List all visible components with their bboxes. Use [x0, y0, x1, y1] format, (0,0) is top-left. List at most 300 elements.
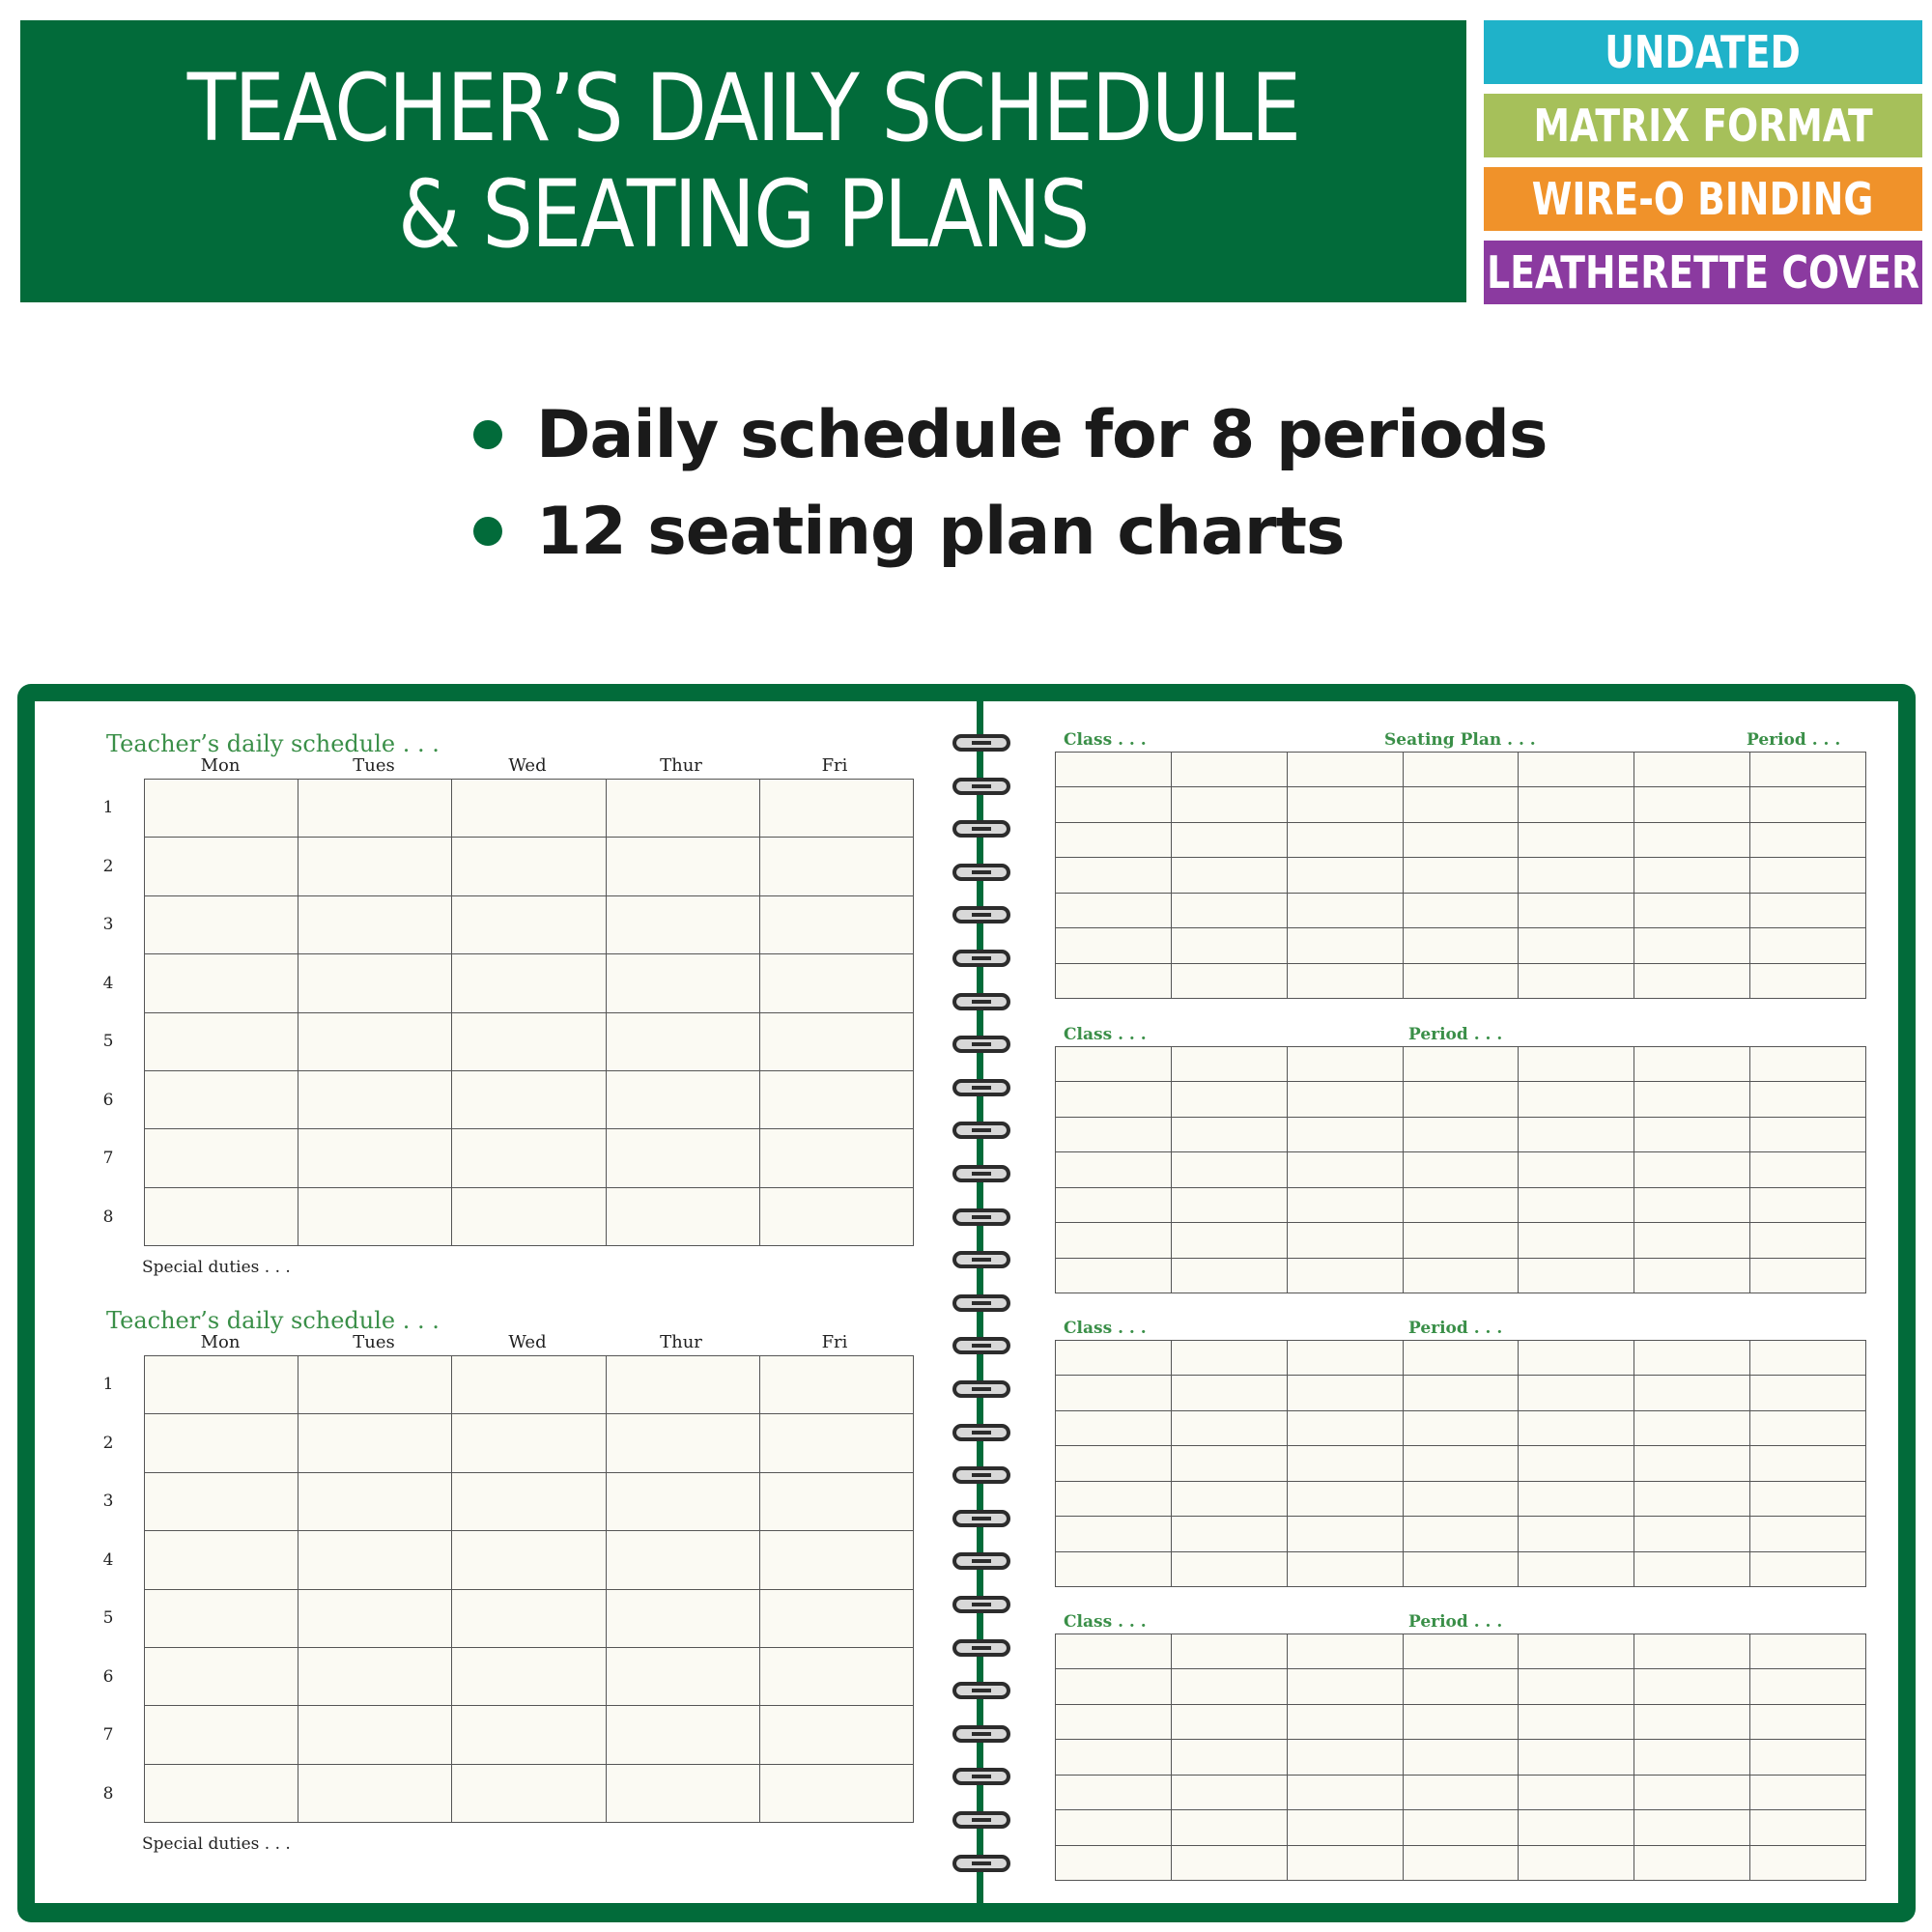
seat-cell[interactable]: [1750, 1152, 1866, 1187]
schedule-cell[interactable]: [607, 1129, 760, 1187]
binding-ring-icon: [952, 778, 1010, 795]
schedule-cell[interactable]: [452, 1765, 606, 1823]
seat-cell[interactable]: [1519, 1376, 1634, 1410]
seat-cell[interactable]: [1750, 1082, 1866, 1117]
seat-cell[interactable]: [1172, 753, 1288, 787]
schedule-cell[interactable]: [298, 1188, 452, 1246]
schedule-cell[interactable]: [607, 1013, 760, 1071]
schedule-cell[interactable]: [760, 1648, 914, 1706]
schedule-cell[interactable]: [760, 1414, 914, 1472]
seat-cell[interactable]: [1288, 1152, 1404, 1187]
schedule-cell[interactable]: [298, 1013, 452, 1071]
seat-cell[interactable]: [1519, 928, 1634, 963]
seat-cell[interactable]: [1172, 1517, 1288, 1551]
seat-cell[interactable]: [1056, 1376, 1172, 1410]
seat-cell[interactable]: [1634, 1776, 1750, 1810]
schedule-cell[interactable]: [298, 1356, 452, 1414]
seat-cell[interactable]: [1634, 1669, 1750, 1704]
schedule-cell[interactable]: [145, 1129, 298, 1187]
seat-cell[interactable]: [1288, 1669, 1404, 1704]
schedule-cell[interactable]: [452, 1188, 606, 1246]
schedule-cell[interactable]: [760, 1071, 914, 1129]
seat-cell[interactable]: [1404, 753, 1520, 787]
binding-ring-icon: [952, 1337, 1010, 1354]
seat-cell[interactable]: [1634, 823, 1750, 858]
seat-cell[interactable]: [1404, 1740, 1520, 1775]
schedule-cell[interactable]: [298, 1531, 452, 1589]
feature-item: [473, 483, 1344, 580]
schedule-cell[interactable]: [760, 896, 914, 954]
seat-cell[interactable]: [1519, 1259, 1634, 1293]
day-header: Tues: [353, 1332, 395, 1352]
seat-cell[interactable]: [1519, 787, 1634, 822]
seat-cell[interactable]: [1634, 753, 1750, 787]
schedule-cell[interactable]: [607, 1765, 760, 1823]
seat-cell[interactable]: [1519, 964, 1634, 999]
period-label: Period . . .: [1408, 1025, 1503, 1044]
seat-cell[interactable]: [1172, 1259, 1288, 1293]
seat-cell[interactable]: [1056, 928, 1172, 963]
schedule-cell[interactable]: [452, 780, 606, 838]
seat-cell[interactable]: [1750, 1810, 1866, 1845]
seat-cell[interactable]: [1288, 753, 1404, 787]
schedule-cell[interactable]: [607, 896, 760, 954]
schedule-cell[interactable]: [452, 1414, 606, 1472]
seat-cell[interactable]: [1056, 1705, 1172, 1740]
schedule-cell[interactable]: [452, 896, 606, 954]
seat-cell[interactable]: [1404, 823, 1520, 858]
seat-cell[interactable]: [1519, 1047, 1634, 1082]
seat-cell[interactable]: [1404, 1846, 1520, 1881]
seat-cell[interactable]: [1519, 823, 1634, 858]
schedule-cell[interactable]: [145, 1531, 298, 1589]
seat-cell[interactable]: [1404, 1341, 1520, 1376]
right-page: [983, 701, 1898, 1903]
seat-cell[interactable]: [1288, 1634, 1404, 1669]
seat-cell[interactable]: [1404, 1118, 1520, 1152]
seat-cell[interactable]: [1288, 1446, 1404, 1481]
seat-cell[interactable]: [1288, 1047, 1404, 1082]
schedule-cell[interactable]: [298, 896, 452, 954]
schedule-cell[interactable]: [452, 954, 606, 1012]
seat-cell[interactable]: [1750, 823, 1866, 858]
schedule-cell[interactable]: [145, 1706, 298, 1764]
seat-cell[interactable]: [1750, 1846, 1866, 1881]
seat-cell[interactable]: [1172, 1118, 1288, 1152]
seat-cell[interactable]: [1634, 1810, 1750, 1845]
seat-cell[interactable]: [1288, 1552, 1404, 1587]
seat-cell[interactable]: [1172, 1082, 1288, 1117]
seat-cell[interactable]: [1404, 1188, 1520, 1223]
seat-cell[interactable]: [1634, 1552, 1750, 1587]
seat-cell[interactable]: [1404, 1152, 1520, 1187]
seat-cell[interactable]: [1519, 1152, 1634, 1187]
schedule-cell[interactable]: [145, 1356, 298, 1414]
schedule-cell[interactable]: [760, 780, 914, 838]
schedule-cell[interactable]: [452, 1071, 606, 1129]
schedule-cell[interactable]: [298, 1706, 452, 1764]
seat-cell[interactable]: [1750, 787, 1866, 822]
seat-cell[interactable]: [1056, 787, 1172, 822]
seat-cell[interactable]: [1634, 1482, 1750, 1517]
seat-cell[interactable]: [1750, 1740, 1866, 1775]
seat-cell[interactable]: [1172, 1376, 1288, 1410]
schedule-cell[interactable]: [760, 1013, 914, 1071]
schedule-cell[interactable]: [145, 1071, 298, 1129]
schedule-cell[interactable]: [298, 1590, 452, 1648]
seat-cell[interactable]: [1056, 1341, 1172, 1376]
seat-cell[interactable]: [1634, 894, 1750, 928]
seat-cell[interactable]: [1634, 787, 1750, 822]
schedule-cell[interactable]: [760, 1531, 914, 1589]
seat-cell[interactable]: [1634, 1152, 1750, 1187]
seat-cell[interactable]: [1634, 1259, 1750, 1293]
title-line-1: TEACHER’S DAILY SCHEDULE: [186, 54, 1300, 162]
seat-cell[interactable]: [1288, 858, 1404, 893]
seat-cell[interactable]: [1288, 1082, 1404, 1117]
seat-cell[interactable]: [1404, 1411, 1520, 1446]
seat-cell[interactable]: [1288, 1517, 1404, 1551]
seat-cell[interactable]: [1288, 1740, 1404, 1775]
seat-cell[interactable]: [1288, 787, 1404, 822]
seat-cell[interactable]: [1288, 823, 1404, 858]
seat-cell[interactable]: [1056, 1188, 1172, 1223]
schedule-cell[interactable]: [145, 1590, 298, 1648]
period-number: 7: [102, 1149, 114, 1168]
seat-cell[interactable]: [1172, 1047, 1288, 1082]
seat-cell[interactable]: [1288, 1118, 1404, 1152]
seat-cell[interactable]: [1634, 964, 1750, 999]
schedule-cell[interactable]: [452, 838, 606, 895]
seat-cell[interactable]: [1519, 1082, 1634, 1117]
seat-cell[interactable]: [1519, 1846, 1634, 1881]
schedule-cell[interactable]: [298, 1473, 452, 1531]
bullet-icon: [473, 420, 502, 449]
schedule-cell[interactable]: [452, 1648, 606, 1706]
seat-cell[interactable]: [1172, 1740, 1288, 1775]
seat-cell[interactable]: [1056, 1223, 1172, 1258]
seat-cell[interactable]: [1519, 1776, 1634, 1810]
schedule-cell[interactable]: [452, 1356, 606, 1414]
seat-cell[interactable]: [1288, 1223, 1404, 1258]
period-number: 1: [102, 1375, 114, 1394]
seat-cell[interactable]: [1056, 894, 1172, 928]
schedule-cell[interactable]: [607, 1473, 760, 1531]
seat-cell[interactable]: [1750, 1517, 1866, 1551]
seat-cell[interactable]: [1750, 1634, 1866, 1669]
seat-cell[interactable]: [1056, 964, 1172, 999]
schedule-cell[interactable]: [298, 1765, 452, 1823]
seat-cell[interactable]: [1519, 1341, 1634, 1376]
seat-cell[interactable]: [1172, 1341, 1288, 1376]
seat-cell[interactable]: [1172, 1634, 1288, 1669]
schedule-cell[interactable]: [760, 954, 914, 1012]
seat-cell[interactable]: [1404, 928, 1520, 963]
binding-ring-icon: [952, 1122, 1010, 1139]
schedule-cell[interactable]: [145, 1765, 298, 1823]
seat-cell[interactable]: [1404, 1669, 1520, 1704]
seat-cell[interactable]: [1172, 823, 1288, 858]
seat-cell[interactable]: [1404, 1810, 1520, 1845]
seat-cell[interactable]: [1634, 858, 1750, 893]
period-number: 1: [102, 798, 114, 817]
schedule-cell[interactable]: [298, 954, 452, 1012]
schedule-cell[interactable]: [607, 1648, 760, 1706]
seat-cell[interactable]: [1404, 1517, 1520, 1551]
seat-cell[interactable]: [1519, 1810, 1634, 1845]
seat-cell[interactable]: [1750, 1223, 1866, 1258]
seat-cell[interactable]: [1634, 1411, 1750, 1446]
seat-cell[interactable]: [1519, 1740, 1634, 1775]
seat-cell[interactable]: [1056, 1740, 1172, 1775]
seat-cell[interactable]: [1750, 1669, 1866, 1704]
schedule-cell[interactable]: [607, 1188, 760, 1246]
schedule-cell[interactable]: [760, 838, 914, 895]
schedule-cell[interactable]: [145, 780, 298, 838]
schedule-cell[interactable]: [607, 1414, 760, 1472]
feature-text: 12 seating plan charts: [536, 493, 1345, 570]
seat-cell[interactable]: [1519, 1482, 1634, 1517]
schedule-cell[interactable]: [607, 1706, 760, 1764]
seat-cell[interactable]: [1404, 858, 1520, 893]
seat-cell[interactable]: [1056, 1411, 1172, 1446]
seat-cell[interactable]: [1404, 1552, 1520, 1587]
seat-cell[interactable]: [1404, 1082, 1520, 1117]
seat-cell[interactable]: [1056, 1669, 1172, 1704]
seat-cell[interactable]: [1056, 1152, 1172, 1187]
seat-cell[interactable]: [1172, 787, 1288, 822]
seat-cell[interactable]: [1056, 1259, 1172, 1293]
seat-cell[interactable]: [1288, 1341, 1404, 1376]
seat-cell[interactable]: [1056, 1776, 1172, 1810]
schedule-cell[interactable]: [145, 1013, 298, 1071]
seat-cell[interactable]: [1056, 1118, 1172, 1152]
seat-cell[interactable]: [1404, 1047, 1520, 1082]
schedule-cell[interactable]: [298, 780, 452, 838]
seat-cell[interactable]: [1634, 1705, 1750, 1740]
schedule-cell[interactable]: [760, 1706, 914, 1764]
binding-ring-icon: [952, 864, 1010, 881]
seat-cell[interactable]: [1172, 1223, 1288, 1258]
seat-cell[interactable]: [1288, 1810, 1404, 1845]
day-header: Fri: [821, 1332, 848, 1352]
seat-cell[interactable]: [1750, 858, 1866, 893]
binding-ring-icon: [952, 1251, 1010, 1268]
seat-cell[interactable]: [1750, 1776, 1866, 1810]
seat-cell[interactable]: [1634, 1341, 1750, 1376]
seat-cell[interactable]: [1750, 1259, 1866, 1293]
seat-cell[interactable]: [1172, 1705, 1288, 1740]
schedule-cell[interactable]: [145, 1188, 298, 1246]
seat-cell[interactable]: [1750, 964, 1866, 999]
binding-ring-icon: [952, 1036, 1010, 1053]
title-line-2: & SEATING PLANS: [398, 160, 1089, 269]
seat-cell[interactable]: [1634, 1740, 1750, 1775]
schedule-cell[interactable]: [607, 838, 760, 895]
seat-cell[interactable]: [1404, 1446, 1520, 1481]
seat-cell[interactable]: [1519, 1634, 1634, 1669]
schedule-cell[interactable]: [760, 1473, 914, 1531]
seat-cell[interactable]: [1519, 1223, 1634, 1258]
seat-cell[interactable]: [1750, 1118, 1866, 1152]
seat-cell[interactable]: [1634, 928, 1750, 963]
seat-cell[interactable]: [1172, 1810, 1288, 1845]
seat-cell[interactable]: [1172, 1669, 1288, 1704]
seat-cell[interactable]: [1519, 1446, 1634, 1481]
seat-cell[interactable]: [1172, 1482, 1288, 1517]
class-label: Class . . .: [1064, 1612, 1147, 1632]
seat-cell[interactable]: [1404, 1223, 1520, 1258]
seat-cell[interactable]: [1172, 1552, 1288, 1587]
seat-cell[interactable]: [1404, 1705, 1520, 1740]
seat-cell[interactable]: [1634, 1634, 1750, 1669]
schedule-cell[interactable]: [145, 1473, 298, 1531]
schedule-cell[interactable]: [607, 1531, 760, 1589]
seat-cell[interactable]: [1519, 1118, 1634, 1152]
seat-cell[interactable]: [1172, 1446, 1288, 1481]
seat-cell[interactable]: [1519, 1669, 1634, 1704]
seat-cell[interactable]: [1519, 1188, 1634, 1223]
seat-cell[interactable]: [1634, 1047, 1750, 1082]
seat-cell[interactable]: [1750, 1411, 1866, 1446]
seat-cell[interactable]: [1404, 1259, 1520, 1293]
schedule-cell[interactable]: [298, 838, 452, 895]
seat-cell[interactable]: [1404, 1376, 1520, 1410]
seat-cell[interactable]: [1634, 1188, 1750, 1223]
seat-cell[interactable]: [1519, 753, 1634, 787]
seat-cell[interactable]: [1056, 1552, 1172, 1587]
seat-cell[interactable]: [1172, 1846, 1288, 1881]
schedule-cell[interactable]: [452, 1706, 606, 1764]
schedule-cell[interactable]: [760, 1129, 914, 1187]
seat-cell[interactable]: [1634, 1082, 1750, 1117]
schedule-cell[interactable]: [145, 838, 298, 895]
seat-cell[interactable]: [1056, 1047, 1172, 1082]
schedule-cell[interactable]: [452, 1590, 606, 1648]
seat-cell[interactable]: [1172, 858, 1288, 893]
seat-cell[interactable]: [1634, 1118, 1750, 1152]
seat-cell[interactable]: [1288, 928, 1404, 963]
seat-cell[interactable]: [1288, 1376, 1404, 1410]
schedule-cell[interactable]: [145, 1648, 298, 1706]
seat-cell[interactable]: [1172, 1776, 1288, 1810]
seat-cell[interactable]: [1404, 1776, 1520, 1810]
seat-cell[interactable]: [1519, 858, 1634, 893]
schedule-cell[interactable]: [452, 1129, 606, 1187]
schedule-title: Teacher’s daily schedule . . .: [106, 730, 440, 757]
schedule-cell[interactable]: [452, 1013, 606, 1071]
seat-cell[interactable]: [1519, 1552, 1634, 1587]
schedule-cell[interactable]: [607, 1590, 760, 1648]
seat-cell[interactable]: [1750, 1047, 1866, 1082]
seat-cell[interactable]: [1750, 1188, 1866, 1223]
schedule-cell[interactable]: [760, 1188, 914, 1246]
seat-cell[interactable]: [1172, 1188, 1288, 1223]
seat-cell[interactable]: [1750, 1446, 1866, 1481]
seat-cell[interactable]: [1404, 1634, 1520, 1669]
seat-cell[interactable]: [1750, 1552, 1866, 1587]
seat-cell[interactable]: [1288, 1482, 1404, 1517]
schedule-cell[interactable]: [452, 1473, 606, 1531]
seat-cell[interactable]: [1288, 1776, 1404, 1810]
seat-cell[interactable]: [1634, 1376, 1750, 1410]
seat-cell[interactable]: [1634, 1446, 1750, 1481]
period-number: 4: [102, 973, 114, 993]
schedule-cell[interactable]: [760, 1356, 914, 1414]
schedule-cell[interactable]: [298, 1071, 452, 1129]
seat-cell[interactable]: [1288, 1411, 1404, 1446]
seat-cell[interactable]: [1056, 1810, 1172, 1845]
seat-cell[interactable]: [1056, 753, 1172, 787]
schedule-cell[interactable]: [760, 1590, 914, 1648]
seat-cell[interactable]: [1056, 1446, 1172, 1481]
schedule-cell[interactable]: [298, 1129, 452, 1187]
schedule-cell[interactable]: [298, 1414, 452, 1472]
seat-cell[interactable]: [1519, 1411, 1634, 1446]
seat-cell[interactable]: [1172, 1152, 1288, 1187]
schedule-cell[interactable]: [298, 1648, 452, 1706]
seat-cell[interactable]: [1750, 1705, 1866, 1740]
seat-cell[interactable]: [1056, 823, 1172, 858]
seat-cell[interactable]: [1634, 1846, 1750, 1881]
seat-cell[interactable]: [1288, 1846, 1404, 1881]
seat-cell[interactable]: [1056, 1482, 1172, 1517]
seat-cell[interactable]: [1288, 1259, 1404, 1293]
seat-cell[interactable]: [1172, 964, 1288, 999]
seat-cell[interactable]: [1288, 1188, 1404, 1223]
seat-cell[interactable]: [1750, 894, 1866, 928]
schedule-grid: [144, 779, 914, 1246]
seat-cell[interactable]: [1519, 894, 1634, 928]
seat-cell[interactable]: [1750, 928, 1866, 963]
day-header: Mon: [200, 755, 241, 776]
seat-cell[interactable]: [1172, 1411, 1288, 1446]
schedule-cell[interactable]: [145, 1414, 298, 1472]
seat-cell[interactable]: [1750, 1376, 1866, 1410]
seat-cell[interactable]: [1404, 1482, 1520, 1517]
schedule-cell[interactable]: [145, 954, 298, 1012]
seat-cell[interactable]: [1634, 1223, 1750, 1258]
seat-cell[interactable]: [1750, 1482, 1866, 1517]
schedule-cell[interactable]: [145, 896, 298, 954]
schedule-cell[interactable]: [607, 1356, 760, 1414]
seat-cell[interactable]: [1288, 894, 1404, 928]
seat-cell[interactable]: [1056, 1846, 1172, 1881]
schedule-cell[interactable]: [452, 1531, 606, 1589]
seat-cell[interactable]: [1750, 753, 1866, 787]
seat-cell[interactable]: [1404, 894, 1520, 928]
seat-cell[interactable]: [1519, 1517, 1634, 1551]
schedule-cell[interactable]: [607, 780, 760, 838]
schedule-cell[interactable]: [607, 954, 760, 1012]
period-number: 3: [102, 1492, 114, 1511]
seat-cell[interactable]: [1056, 1517, 1172, 1551]
seat-cell[interactable]: [1519, 1705, 1634, 1740]
schedule-cell[interactable]: [607, 1071, 760, 1129]
seat-cell[interactable]: [1172, 894, 1288, 928]
seat-cell[interactable]: [1750, 1341, 1866, 1376]
seat-cell[interactable]: [1056, 1634, 1172, 1669]
seat-cell[interactable]: [1288, 1705, 1404, 1740]
seat-cell[interactable]: [1634, 1517, 1750, 1551]
seat-cell[interactable]: [1056, 858, 1172, 893]
seat-cell[interactable]: [1172, 928, 1288, 963]
schedule-cell[interactable]: [760, 1765, 914, 1823]
seat-cell[interactable]: [1404, 964, 1520, 999]
seat-cell[interactable]: [1404, 787, 1520, 822]
seat-cell[interactable]: [1056, 1082, 1172, 1117]
seat-cell[interactable]: [1288, 964, 1404, 999]
